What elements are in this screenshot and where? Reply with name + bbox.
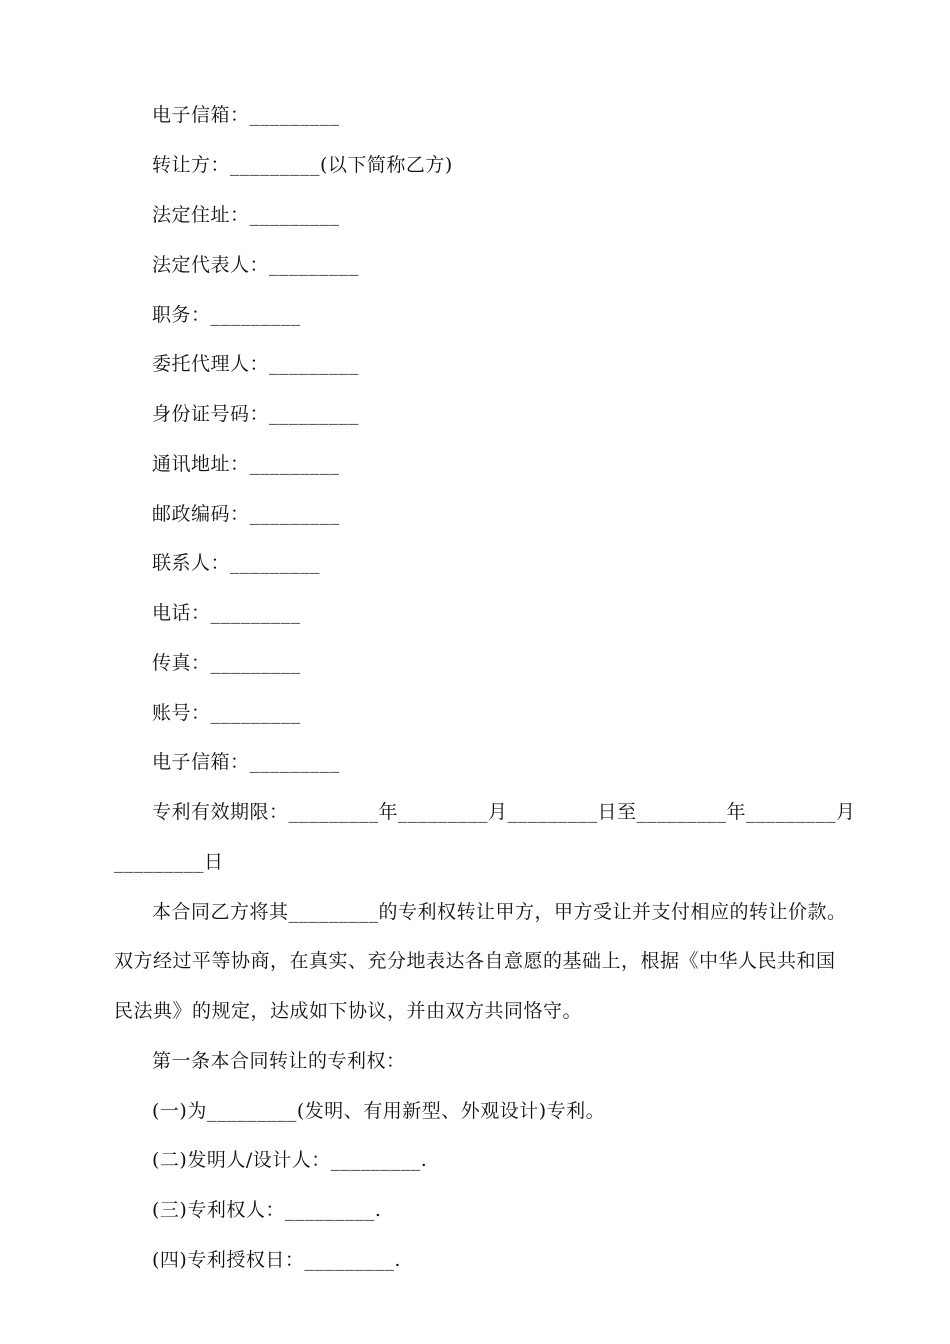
phone-line: 电话：_________	[152, 602, 301, 624]
article-one-item-1: (一)为_________(发明、有用新型、外观设计)专利。	[152, 1100, 606, 1122]
patent-validity-line: 专利有效期限：_________年_________月_________日至_________年_________月	[152, 801, 856, 823]
email-field-line-2: 电子信箱：_________	[152, 751, 340, 773]
contact-person-line: 联系人：_________	[152, 552, 321, 574]
fax-line: 传真：_________	[152, 652, 301, 674]
article-one-heading: 第一条本合同转让的专利权：	[152, 1050, 406, 1072]
article-one-item-4: (四)专利授权日：_________.	[152, 1249, 401, 1271]
postal-code-line: 邮政编码：_________	[152, 503, 340, 525]
patent-validity-line-cont: _________日	[114, 851, 224, 873]
legal-address-line: 法定住址：_________	[152, 204, 340, 226]
contract-paragraph-line-2: 双方经过平等协商，在真实、充分地表达各自意愿的基础上，根据《中华人民共和国	[114, 950, 836, 972]
contract-paragraph-line-1: 本合同乙方将其_________的专利权转让甲方，甲方受让并支付相应的转让价款。	[152, 901, 847, 923]
transferor-line: 转让方：_________(以下简称乙方)	[152, 154, 453, 176]
account-line: 账号：_________	[152, 702, 301, 724]
legal-representative-line: 法定代表人：_________	[152, 254, 360, 276]
entrusted-agent-line: 委托代理人：_________	[152, 353, 360, 375]
email-field-line-1: 电子信箱：_________	[152, 104, 340, 126]
article-one-item-3: (三)专利权人：_________.	[152, 1199, 382, 1221]
article-one-item-2: (二)发明人/设计人：_________.	[152, 1149, 428, 1171]
contract-paragraph-line-3: 民法典》的规定，达成如下协议，并由双方共同恪守。	[114, 1000, 583, 1022]
position-line: 职务：_________	[152, 304, 301, 326]
id-number-line: 身份证号码：_________	[152, 403, 360, 425]
mailing-address-line: 通讯地址：_________	[152, 453, 340, 475]
